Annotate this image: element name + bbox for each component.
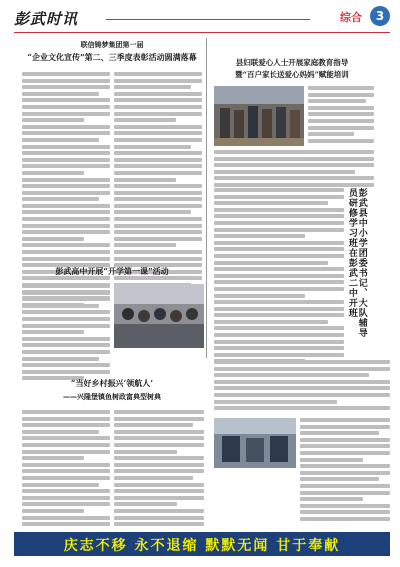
article-3-body-side	[300, 418, 390, 524]
article-5-title: “当好乡村振兴‘领航人’	[70, 378, 154, 388]
article-3-body-lower	[214, 360, 390, 413]
article-4-body-col1	[22, 284, 110, 383]
masthead-rule	[106, 19, 310, 20]
banner-slogan: 庆志不移 永不退缩 默默无闻 甘于奉献	[63, 538, 341, 554]
masthead-logo: 彭武时讯	[14, 10, 79, 28]
article-4-title: 彭武高中开展“开学第一课”活动	[55, 266, 169, 276]
bottom-banner	[14, 532, 390, 556]
article-1-subtitle: “企业文化宣传”第二、三季度表彰活动圆满落幕	[27, 52, 197, 62]
masthead	[14, 6, 390, 32]
article-3-photo	[214, 418, 296, 468]
article-5-subtitle: ——兴隆堡镇鱼树政富典型树典	[63, 392, 161, 401]
article-3-body	[214, 188, 344, 366]
article-1-title: 联信铸梦集团第一届	[80, 40, 144, 49]
section-name: 综合	[340, 11, 362, 24]
page-number-badge: 3	[370, 6, 390, 26]
article-2-body-right	[308, 86, 374, 145]
masthead-divider	[14, 32, 390, 33]
column-divider	[206, 38, 207, 358]
article-5-body-col1	[22, 410, 110, 529]
article-5-body-col2	[114, 410, 204, 529]
article-3-vertical-title: 彭武县中小学团委书记、大队辅导员研修学习班在彭武二中开班	[346, 188, 367, 338]
article-2-subtitle: 暨“百户家长送爱心妈妈”赋能培训	[235, 70, 349, 79]
article-2-body	[214, 150, 374, 190]
article-2-title: 县妇联爱心人士开展家庭教育指导	[235, 58, 349, 67]
article-2-photo	[214, 86, 304, 146]
article-4-photo	[114, 284, 204, 348]
